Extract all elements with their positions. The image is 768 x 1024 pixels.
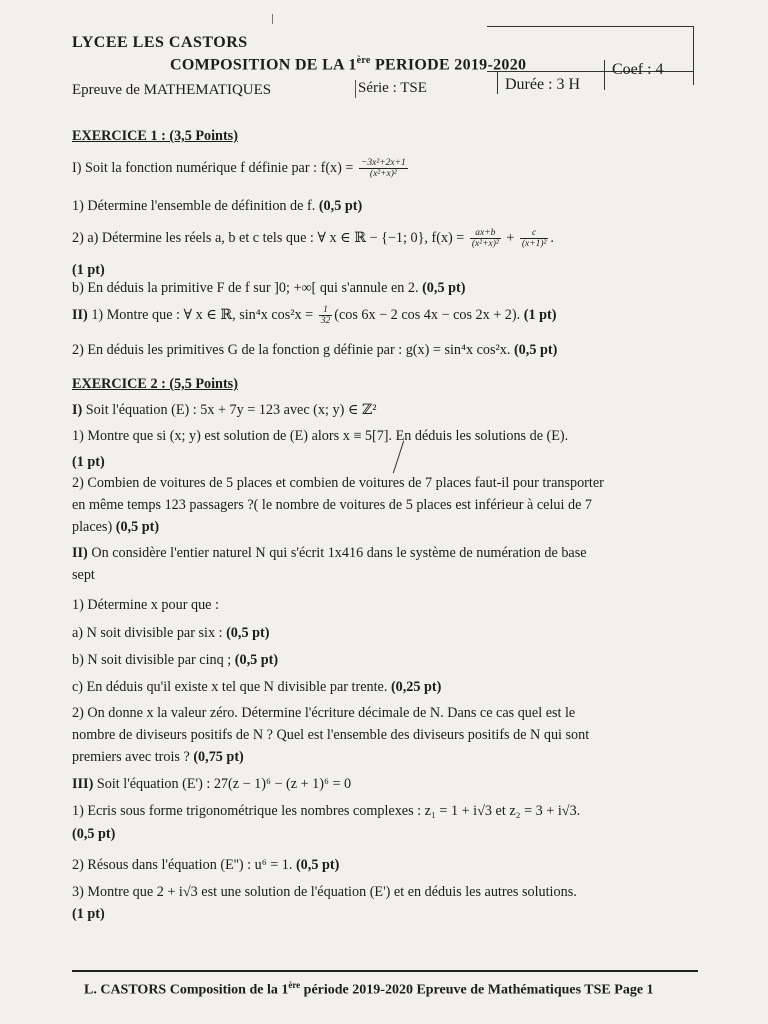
ex2-question-1-points: (1 pt) <box>72 454 105 470</box>
ex1-question-2a: 2) a) Détermine les réels a, b et c tels que : ∀ x ∈ ℝ − {−1; 0}, f(x) = $\frac{ax+b}{\text{(x²+x)²}}$ + $\frac{c}{\text{(x+1)²}}$ . <box>72 228 554 250</box>
ex2-part2-question-2-line2: nombre de diviseurs positifs de N ? Quel est l'ensemble des diviseurs positifs de N qui sont <box>72 727 590 743</box>
ex2-question-1: 1) Montre que si (x; y) est solution de (E) alors x ≡ 5[7]. En déduis les solutions de (E). <box>72 428 569 444</box>
page-footer: L. CASTORS Composition de la 1ère période 2019-2020 Epreuve de Mathématiques TSE Page 1 <box>84 980 654 998</box>
ex2-question-2-line3: places) (0,5 pt) <box>72 519 160 535</box>
header-separator <box>604 60 605 90</box>
ex2-part2-statement-line1: II) On considère l'entier naturel N qui s'écrit 1x416 dans le système de numération de base <box>72 545 587 561</box>
ex2-part3-question-2: 2) Résous dans l'équation (E'') : u⁶ = 1. (0,5 pt) <box>72 857 340 873</box>
ex2-part2-question-1b: b) N soit divisible par cinq ; (0,5 pt) <box>72 652 279 668</box>
school-name: LYCEE LES CASTORS <box>72 34 248 51</box>
ex1-part2-question-2: 2) En déduis les primitives G de la fonction g définie par : g(x) = sin⁴x cos²x. (0,5 pt) <box>72 342 558 358</box>
ex1-question-1: 1) Détermine l'ensemble de définition de f. (0,5 pt) <box>72 198 363 214</box>
ex2-question-2-line1: 2) Combien de voitures de 5 places et combien de voitures de 7 places faut-il pour transporter <box>72 475 604 491</box>
ex2-part2-statement-line2: sept <box>72 567 95 583</box>
pen-mark <box>393 441 404 474</box>
ex2-part3-statement: III) Soit l'équation (E') : 27(z − 1)⁶ − (z + 1)⁶ = 0 <box>72 776 352 792</box>
header-separator <box>355 80 356 98</box>
fraction: $\frac{c}{\text{(x+1)²}}$ <box>521 228 547 250</box>
scan-mark <box>272 14 273 24</box>
ex1-part1-statement: I) Soit la fonction numérique f définie par : f(x) = $\frac{\text{−3x²+2x+1}}{\text{(x²+x)²}}$ <box>72 158 406 180</box>
header-separator <box>497 72 498 94</box>
series-label: Série : TSE <box>358 80 427 96</box>
ex1-question-2b: b) En déduis la primitive F de f sur ]0; +∞[ qui s'annule en 2. (0,5 pt) <box>72 280 466 296</box>
exercise-1-title: EXERCICE 1 : (3,5 Points) <box>72 128 238 144</box>
ex2-question-2-line2: en même temps 123 passagers ?( le nombre de voitures de 5 places est inférieur à celui de 7 <box>72 497 593 513</box>
ex2-part3-question-3-points: (1 pt) <box>72 906 105 922</box>
ex2-part3-question-1: 1) Ecris sous forme trigonométrique les nombres complexes : z₁ = 1 + i√3 et z₂ = 3 + i√3. <box>72 803 581 819</box>
coefficient-label: Coef : 4 <box>612 61 664 78</box>
ex2-part2-question-1c: c) En déduis qu'il existe x tel que N divisible par trente. (0,25 pt) <box>72 679 442 695</box>
footer-rule <box>72 970 698 972</box>
duration-label: Durée : 3 H <box>505 76 581 93</box>
ex1-part2-question-1: II) 1) Montre que : ∀ x ∈ ℝ, sin⁴x cos²x = $\frac{1}{32}$ (cos 6x − 2 cos 4x − cos 2x + 2). (1 pt) <box>72 305 557 327</box>
ex1-question-2a-points: (1 pt) <box>72 262 105 278</box>
ex2-part3-question-1-points: (0,5 pt) <box>72 826 116 842</box>
composition-title: COMPOSITION DE LA 1ère PERIODE 2019-2020 <box>170 55 527 74</box>
ex2-part2-question-2-line1: 2) On donne x la valeur zéro. Détermine l'écriture décimale de N. Dans ce cas quel est le <box>72 705 576 721</box>
fraction: $\frac{1}{32}$ <box>320 305 331 327</box>
ex2-part3-question-3: 3) Montre que 2 + i√3 est une solution de l'équation (E') et en déduis les autres solutions. <box>72 884 577 900</box>
ex2-part1-statement: I) Soit l'équation (E) : 5x + 7y = 123 avec (x; y) ∈ ℤ² <box>72 402 377 418</box>
subject-label: Epreuve de MATHEMATIQUES <box>72 82 272 98</box>
fraction: $\frac{\text{−3x²+2x+1}}{\text{(x²+x)²}}$ <box>360 158 406 180</box>
ex2-part2-question-1: 1) Détermine x pour que : <box>72 597 219 613</box>
fraction: $\frac{ax+b}{\text{(x²+x)²}}$ <box>471 228 499 250</box>
ex2-part2-question-2-line3: premiers avec trois ? (0,75 pt) <box>72 749 244 765</box>
exercise-2-title: EXERCICE 2 : (5,5 Points) <box>72 376 238 392</box>
ex2-part2-question-1a: a) N soit divisible par six : (0,5 pt) <box>72 625 270 641</box>
